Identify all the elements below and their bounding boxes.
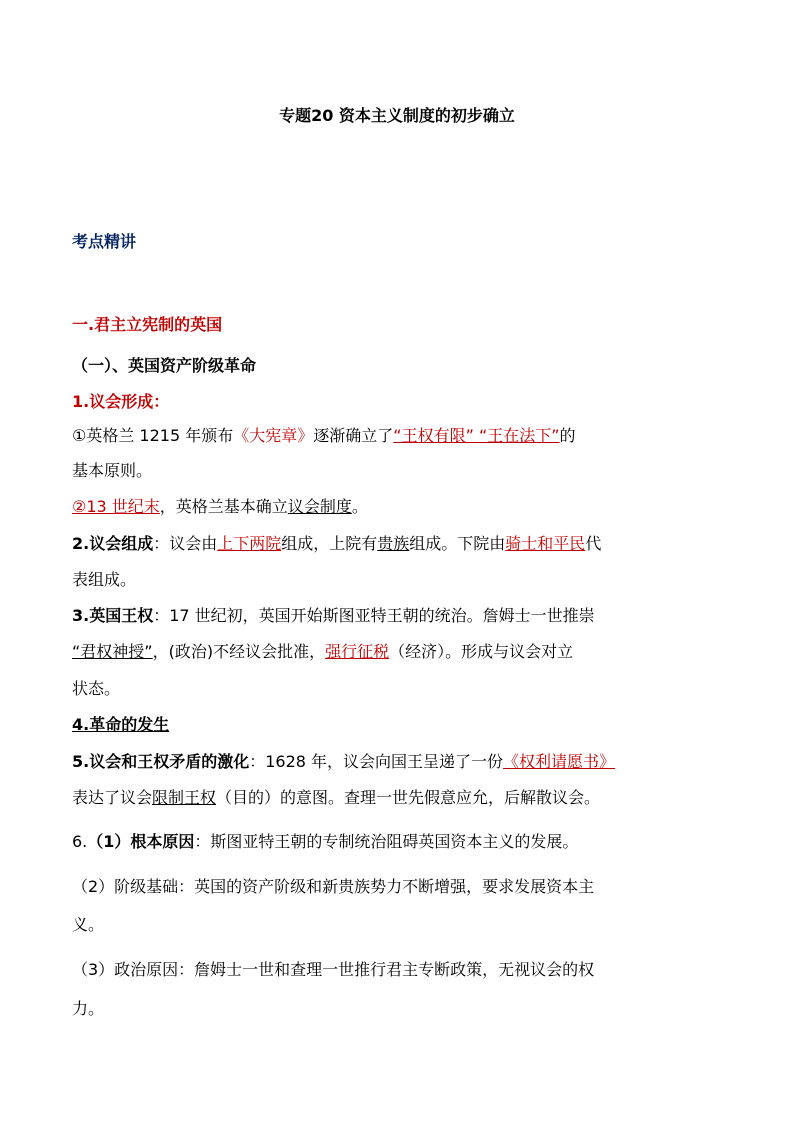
p3-line3: 状态。	[72, 679, 121, 698]
thirteenth-century: ②13 世纪末	[72, 497, 160, 516]
p3-line1	[72, 604, 732, 628]
document-title: 专题20 资本主义制度的初步确立	[279, 106, 515, 125]
p2-text-g: 代	[585, 534, 602, 553]
p4-label: 4.革命的发生	[72, 715, 170, 734]
royal-power-limited: “王权有限” “王在法下”	[393, 426, 560, 445]
p6-line4: （3）政治原因：詹姆士一世和查理一世推行君主专断政策，无视议会的权	[72, 960, 595, 979]
p5-line1	[72, 750, 732, 774]
p1-line3	[72, 495, 732, 519]
limit-royal-power: 限制王权	[152, 788, 217, 807]
p2-text-a: ：议会由	[153, 534, 218, 553]
p1-text-l3b: ，英格兰基本确立	[159, 497, 288, 516]
p5-text-l2c: （目的）的意图。查理一世先假意应允，后解散议会。	[216, 788, 601, 807]
p1-text-c: 逐渐确立了	[313, 426, 394, 445]
sub1-heading: （一）、英国资产阶级革命	[72, 356, 257, 375]
p1-text-a: ①英格兰 1215 年颁布	[72, 426, 234, 445]
p3-text-l2b: ，(政治)不经议会批准，	[152, 642, 326, 661]
p5-text-a: ：1628 年，议会向国王呈递了一份	[249, 752, 504, 771]
p5-label: 5.议会和王权矛盾的激化	[72, 752, 250, 771]
p6-line1	[72, 830, 732, 854]
p3-text-a: ：17 世纪初，英国开始斯图亚特王朝的统治。詹姆士一世推崇	[153, 606, 595, 625]
p3-label: 3.英国王权	[72, 606, 154, 625]
knights-commoners: 骑士和平民	[505, 534, 586, 553]
p3-line2	[72, 640, 732, 664]
p1-label: 1.议会形成：	[72, 392, 170, 411]
p6-num: 6.	[72, 832, 88, 851]
p6-line3: 义。	[72, 915, 105, 934]
p6-line2: （2）阶级基础：英国的资产阶级和新贵族势力不断增强，要求发展资本主	[72, 877, 595, 896]
magna-carta: 《大宪章》	[233, 426, 314, 445]
section-header: 考点精讲	[72, 232, 137, 251]
p2-line2: 表组成。	[72, 570, 137, 589]
p5-line2	[72, 786, 732, 810]
p2-text-c: 组成，上院有	[281, 534, 378, 553]
p6-text-a: ：斯图亚特王朝的专制统治阻碍英国资本主义的发展。	[194, 832, 579, 851]
parliament-system: 议会制度	[287, 497, 352, 516]
p1-line1	[72, 424, 732, 448]
two-houses: 上下两院	[217, 534, 282, 553]
p1-line2: 基本原则。	[72, 461, 153, 480]
forced-taxation: 强行征税	[325, 642, 390, 661]
p5-text-l2a: 表达了议会	[72, 788, 153, 807]
p6-line5: 力。	[72, 999, 105, 1018]
divine-right: “君权神授”	[72, 642, 153, 661]
p1-text-l3d: 。	[351, 497, 368, 516]
p6-label: （1）根本原因	[87, 832, 195, 851]
p3-text-l2d: （经济）。形成与议会对立	[389, 642, 574, 661]
p2-label: 2.议会组成	[72, 534, 154, 553]
p2-line1	[72, 532, 732, 556]
petition-of-right: 《权利请愿书》	[503, 752, 616, 771]
p2-text-e: 组成。下院由	[409, 534, 506, 553]
part1-heading: 一.君主立宪制的英国	[72, 315, 223, 334]
nobility: 贵族	[377, 534, 410, 553]
p1-text-e: 的	[559, 426, 576, 445]
